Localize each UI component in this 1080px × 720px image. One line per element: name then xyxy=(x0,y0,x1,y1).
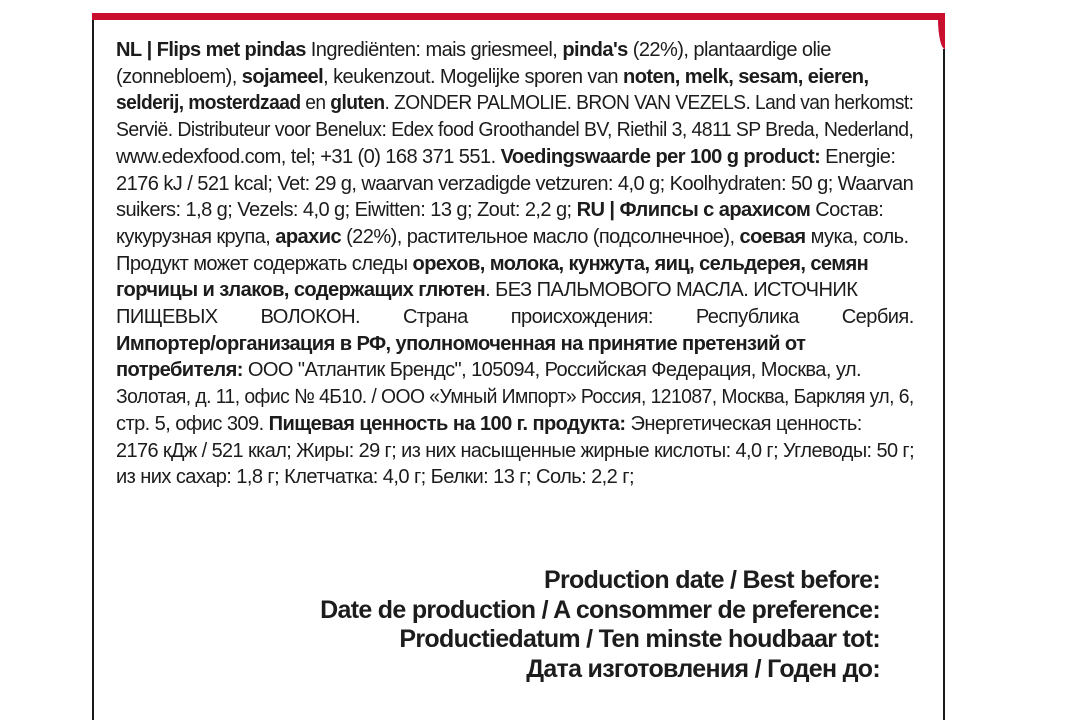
production-date-label-fr: Date de production / A consommer de preference: xyxy=(320,595,880,624)
text-line xyxy=(116,331,914,358)
nl-origin-distributor: Servië. Distributeur voor Benelux: Edex food Groothandel BV, Riethil 3, 4811 SP Breda, Nederland, xyxy=(116,118,914,142)
ru-claims: . БЕЗ ПАЛЬМОВОГО МАСЛА. ИСТОЧНИК xyxy=(485,278,858,302)
ru-traces-intro: Продукт может содержать следы xyxy=(116,251,408,275)
ru-nutrition-title: Пищевая ценность на 100 г. продукта: xyxy=(268,411,626,435)
text-line xyxy=(116,438,915,465)
ru-ingredient: кукурузная крупа, xyxy=(116,224,271,248)
nl-nutrition-title: Voedingswaarde per 100 g product: xyxy=(500,144,821,168)
text-line xyxy=(116,171,914,198)
nl-allergen-soy: sojameel xyxy=(241,64,324,88)
ru-claims-word: ВОЛОКОН. xyxy=(260,305,360,329)
ru-composition-label: Состав: xyxy=(815,198,884,222)
text-line xyxy=(116,224,914,251)
text-line xyxy=(116,197,914,224)
text-line xyxy=(116,277,914,304)
ru-importer-address: Золотая, д. 11, офис № 4Б10. / ООО «Умный Импорт» Россия, 121087, Москва, Баркляя ул, 6, xyxy=(116,385,914,409)
ru-flour-salt: мука, соль. xyxy=(810,224,909,248)
ru-importer-label: Импортер/организация в РФ, уполномоченная на принятие претензий от xyxy=(116,331,806,355)
ru-allergen-soy: соевая xyxy=(739,224,806,248)
nl-nutrition-rest: suikers: 1,8 g; Vezels: 4,0 g; Eiwitten: 13 g; Zout: 2,2 g; xyxy=(116,198,572,222)
nl-code: NL xyxy=(116,38,142,61)
production-date-label-en: Production date / Best before: xyxy=(544,566,880,594)
ru-allergens: горчицы и злаков, содержащих глютен xyxy=(116,278,486,302)
text-line xyxy=(116,37,914,64)
label-right-edge xyxy=(943,49,945,720)
text-line xyxy=(116,411,914,438)
ru-peanut-percent: (22%), растительное масло (подсолнечное), xyxy=(346,224,735,248)
text-line xyxy=(116,144,914,171)
label-left-edge xyxy=(92,20,94,720)
text-line xyxy=(116,464,914,491)
nl-ingredients-label: Ingrediënten: xyxy=(310,38,421,61)
production-date-label-ru: Дата изготовления / Годен до: xyxy=(526,654,880,683)
ru-origin-word: Страна xyxy=(402,305,468,329)
nl-claims: . ZONDER PALMOLIE. BRON VAN VEZELS. Land van herkomst: xyxy=(384,91,914,115)
nl-web-tel: www.edexfood.com, tel; +31 (0) 168 371 551. xyxy=(116,144,496,168)
nl-energy-label: Energie: xyxy=(825,144,896,168)
ru-separator: | xyxy=(609,198,615,222)
ru-importer-address: стр. 5, офис 309. xyxy=(116,411,264,435)
ru-allergen-peanut: арахис xyxy=(275,224,342,248)
nl-allergens: noten, melk, sesam, eieren, xyxy=(623,64,869,88)
date-labels xyxy=(320,566,880,684)
nl-and: en xyxy=(305,91,326,115)
nl-energy-values: 2176 kJ / 521 kcal; Vet: 29 g, waarvan verzadigde vetzuren: 4,0 g; Koolhydraten: 50 g; Waarvan xyxy=(116,171,914,195)
text-line xyxy=(116,64,914,91)
ru-energy-label: Энергетическая ценность: xyxy=(630,411,862,435)
text-line xyxy=(116,304,914,331)
ru-claims-word: ПИЩЕВЫХ xyxy=(116,305,218,329)
nl-ingredient: mais griesmeel, xyxy=(425,38,558,61)
nl-product-name: Flips met pindas xyxy=(156,38,306,61)
ru-importer-address: ООО "Атлантик Брендс", 105094, Российская Федерация, Москва, ул. xyxy=(247,358,861,382)
ru-energy-values: 2176 кДж / 521 ккал; Жиры: 29 г; из них насыщенные жирные кислоты: 4,0 г; Углеводы: 50 г; xyxy=(116,438,915,462)
ru-product-name: Флипсы с арахисом xyxy=(619,198,811,222)
nl-separator: | xyxy=(146,38,152,61)
production-date-label-nl: Productiedatum / Ten minste houdbaar tot: xyxy=(399,625,880,653)
ingredients-text-block xyxy=(116,37,914,491)
nl-allergens: selderij, mosterdzaad xyxy=(116,91,301,115)
ru-origin-word: происхождения: xyxy=(510,305,653,329)
ru-code: RU xyxy=(576,198,605,222)
nl-peanut-percent: (22%), plantaardige olie xyxy=(632,38,831,61)
text-line xyxy=(116,357,914,384)
ru-nutrition-rest: из них сахар: 1,8 г; Клетчатка: 4,0 г; Белки: 13 г; Соль: 2,2 г; xyxy=(116,465,635,489)
text-line xyxy=(116,251,914,278)
ru-allergens: орехов, молока, кунжута, яиц, сельдерея, семян xyxy=(412,251,869,275)
ru-origin-word: Республика xyxy=(695,305,799,329)
label-top-border xyxy=(92,13,945,20)
text-line xyxy=(116,384,914,411)
nl-salt-traces: , keukenzout. Mogelijke sporen van xyxy=(323,64,619,88)
nl-allergen-gluten: gluten xyxy=(330,91,385,115)
ru-origin-word: Сербия. xyxy=(841,305,914,329)
text-line xyxy=(116,90,914,117)
nl-allergen-peanut: pinda's xyxy=(562,38,628,61)
ru-consumer-label: потребителя: xyxy=(116,358,243,382)
nl-oil-type: (zonnebloem), xyxy=(116,64,237,88)
text-line xyxy=(116,117,914,144)
